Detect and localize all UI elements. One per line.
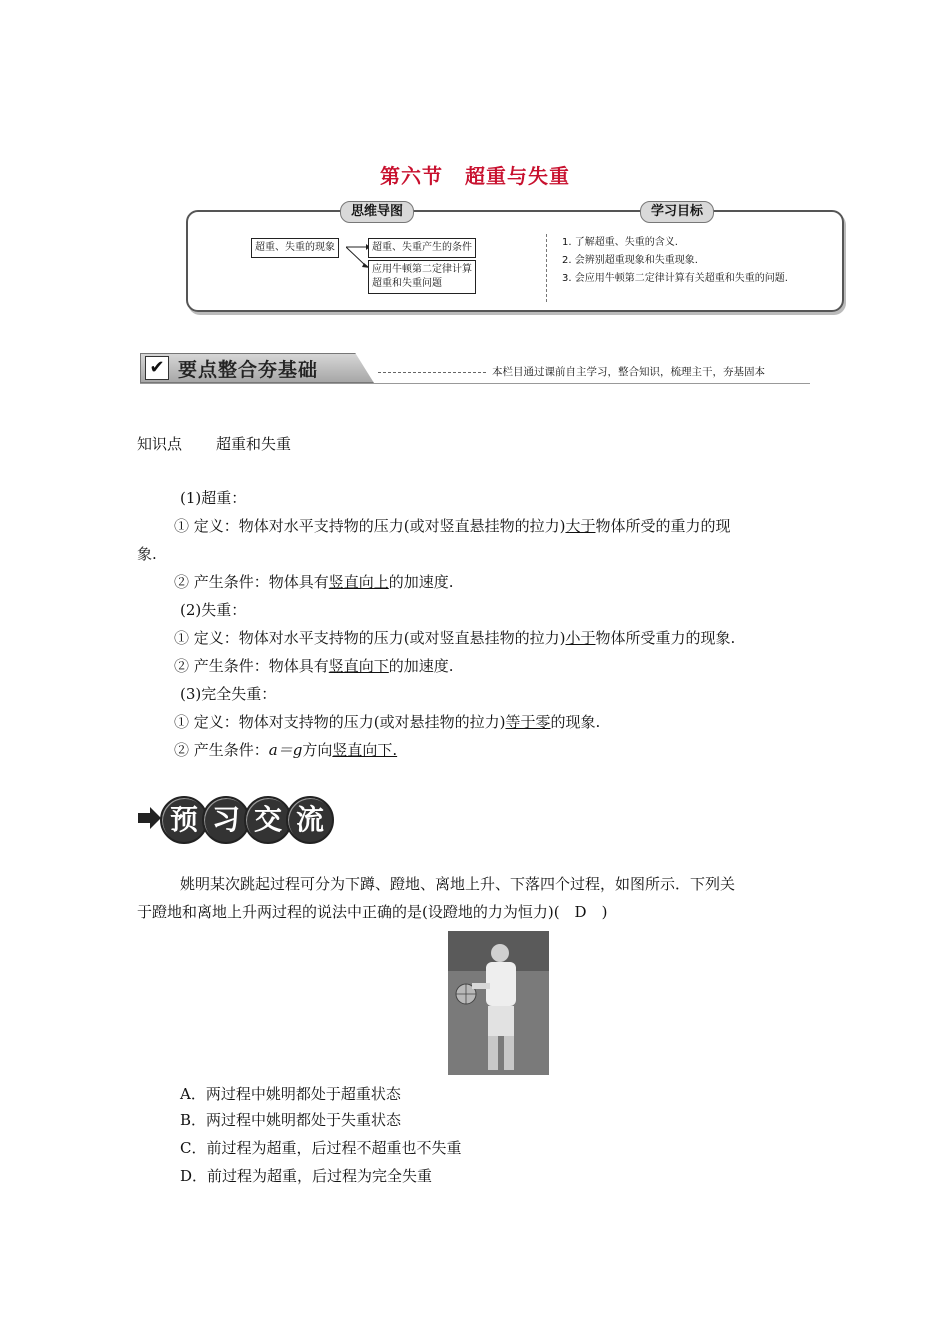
answer-blank: 大于 <box>565 517 596 535</box>
mindmap-branch-conditions: 超重、失重产生的条件 <box>368 238 476 258</box>
formula: a＝g <box>268 741 303 759</box>
check-icon: ✔ <box>145 356 169 380</box>
mindmap-branch-application <box>368 260 476 294</box>
option-c: C．前过程为超重，后过程不超重也不失重 <box>180 1139 462 1157</box>
subsection-heading: (3)完全失重： <box>180 685 277 703</box>
condition-line <box>174 737 397 764</box>
definition-text: 物体所受的重力的现 <box>595 517 731 535</box>
branch-line-2: 超重和失重问题 <box>372 278 442 289</box>
definition-text: 物体所受重力的现象. <box>595 629 736 647</box>
definition-text: ① 定义：物体对支持物的压力(或对悬挂物的拉力) <box>174 713 506 731</box>
banner-underline <box>140 383 810 384</box>
banner-char: 习 <box>202 796 250 844</box>
question-text: 姚明某次跳起过程可分为下蹲、蹬地、离地上升、下落四个过程，如图所示．下列关 <box>180 875 736 893</box>
answer-blank: 竖直向下. <box>332 741 398 759</box>
subsection-heading: (2)失重： <box>180 601 247 619</box>
condition-text: ② 产生条件：物体具有 <box>174 657 329 675</box>
definition-text: ① 定义：物体对水平支持物的压力(或对竖直悬挂物的拉力) <box>174 629 566 647</box>
banner-dash <box>378 372 486 373</box>
mindmap-root: 超重、失重的现象 <box>251 238 339 258</box>
banner-note: 本栏目通过课前自主学习，整合知识，梳理主干，夯基固本 <box>492 366 765 378</box>
condition-line <box>174 653 454 680</box>
knowledge-heading <box>137 431 291 458</box>
mindmap-label: 思维导图 <box>340 201 414 223</box>
knowledge-topic: 超重和失重 <box>216 435 292 453</box>
branch-line-1: 应用牛顿第二定律计算 <box>372 264 472 275</box>
option-d: D．前过程为超重，后过程为完全失重 <box>180 1167 433 1185</box>
condition-text: ② 产生条件： <box>174 741 269 759</box>
page-title <box>0 160 950 189</box>
mindmap-connector <box>346 240 370 276</box>
definition-text: ① 定义：物体对水平支持物的压力(或对竖直悬挂物的拉力) <box>174 517 566 535</box>
condition-text: 的加速度. <box>388 657 454 675</box>
preview-banner <box>160 796 328 836</box>
definition-text: 的现象. <box>550 713 601 731</box>
definition-line <box>174 625 735 652</box>
option-b: B．两过程中姚明都处于失重状态 <box>180 1111 402 1129</box>
condition-text: 方向 <box>302 741 333 759</box>
banner-char: 预 <box>160 796 208 844</box>
subsection-heading: (1)超重： <box>180 489 247 507</box>
answer-blank: 等于零 <box>505 713 551 731</box>
goals-label: 学习目标 <box>640 201 714 223</box>
banner-title: 要点整合夯基础 <box>178 359 319 381</box>
question-text: 于蹬地和离地上升两过程的说法中正确的是(设蹬地的力为恒力)( D ) <box>137 903 608 921</box>
answer-blank: 竖直向上 <box>328 573 389 591</box>
basketball-player-photo <box>448 931 549 1075</box>
player-illustration <box>448 931 549 1075</box>
condition-text: ② 产生条件：物体具有 <box>174 573 329 591</box>
definition-line <box>174 513 731 540</box>
section-name: 超重与失重 <box>465 164 570 188</box>
definition-wrap: 象. <box>137 545 157 563</box>
summary-divider <box>546 234 547 302</box>
definition-line <box>174 709 600 736</box>
condition-line <box>174 569 454 596</box>
arrow-right-icon <box>138 806 162 830</box>
condition-text: 的加速度. <box>388 573 454 591</box>
answer-blank: 竖直向下 <box>328 657 389 675</box>
section-number: 第六节 <box>380 164 443 188</box>
option-a: A．两过程中姚明都处于超重状态 <box>180 1085 401 1103</box>
goal-item: 1. 了解超重、失重的含义. <box>562 237 678 248</box>
banner-char: 流 <box>286 796 334 844</box>
banner-char: 交 <box>244 796 292 844</box>
answer-blank: 小于 <box>565 629 596 647</box>
goal-item: 2. 会辨别超重现象和失重现象. <box>562 255 698 266</box>
knowledge-label: 知识点 <box>137 435 183 453</box>
goal-item: 3. 会应用牛顿第二定律计算有关超重和失重的问题. <box>562 273 788 284</box>
